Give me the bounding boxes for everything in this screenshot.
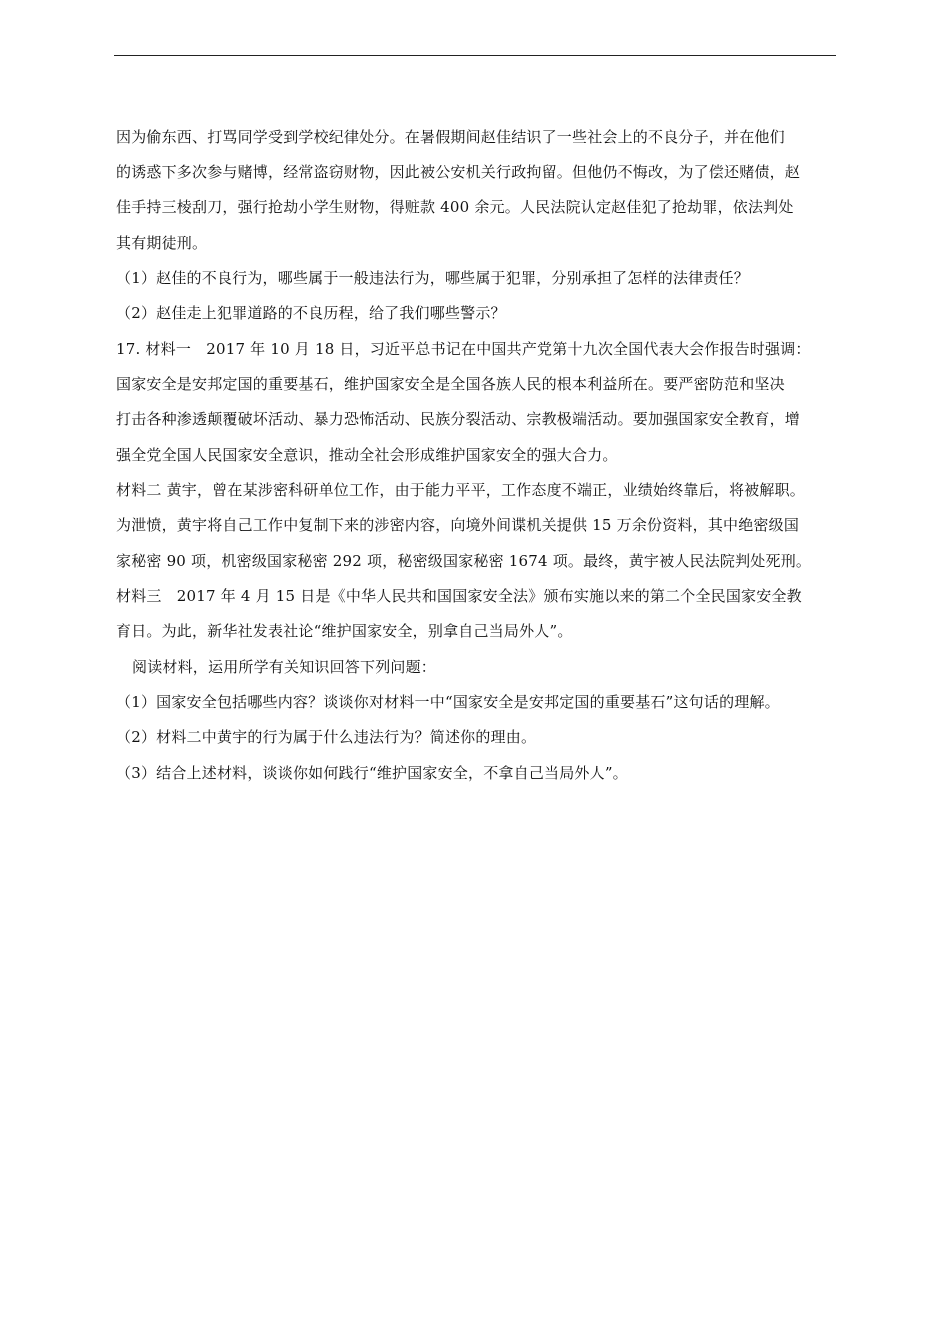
paragraph-line: 打击各种渗透颠覆破坏活动、暴力恐怖活动、民族分裂活动、宗教极端活动。要加强国家安全教育，增 <box>116 410 801 428</box>
question-item: （3）结合上述材料，谈谈你如何践行“维护国家安全，不拿自己当局外人”。 <box>116 764 628 782</box>
paragraph-line: 国家安全是安邦定国的重要基石，维护国家安全是全国各族人民的根本利益所在。要严密防范和坚决 <box>116 375 785 393</box>
paragraph-line: 家秘密 90 项，机密级国家秘密 292 项，秘密级国家秘密 1674 项。最终，黄宇被人民法院判处死刑。 <box>116 552 812 570</box>
paragraph-line: 育日。为此，新华社发表社论“维护国家安全，别拿自己当局外人”。 <box>116 622 573 640</box>
paragraph-line: 其有期徒刑。 <box>116 234 208 252</box>
question-item: （2）材料二中黄宇的行为属于什么违法行为？简述你的理由。 <box>116 728 537 746</box>
question-item: （1）赵佳的不良行为，哪些属于一般违法行为，哪些属于犯罪，分别承担了怎样的法律责任？ <box>116 269 749 287</box>
paragraph-line: 为泄愤，黄宇将自己工作中复制下来的涉密内容，向境外间谍机关提供 15 万余份资料，其中绝密级国 <box>116 516 800 534</box>
paragraph-line: 强全党全国人民国家安全意识，推动全社会形成维护国家安全的强大合力。 <box>116 446 618 464</box>
question-item: （1）国家安全包括哪些内容？谈谈你对材料一中“国家安全是安邦定国的重要基石”这句话的理解。 <box>116 693 780 711</box>
paragraph-line: 的诱惑下多次参与赌博，经常盗窃财物，因此被公安机关行政拘留。但他仍不悔改，为了偿还赌债，赵 <box>116 163 801 181</box>
question-item: （2）赵佳走上犯罪道路的不良历程，给了我们哪些警示？ <box>116 304 506 322</box>
material-three: 材料三 2017 年 4 月 15 日是《中华人民共和国国家安全法》颁布实施以来的第二个全民国家安全教 <box>116 587 802 605</box>
question-17-material-one: 17. 材料一 2017 年 10 月 18 日，习近平总书记在中国共产党第十九次全国代表大会作报告时强调： <box>116 340 811 358</box>
paragraph-line: 因为偷东西、打骂同学受到学校纪律处分。在暑假期间赵佳结识了一些社会上的不良分子，并在他们 <box>116 128 785 146</box>
header-rule <box>114 55 836 56</box>
material-two: 材料二 黄宇，曾在某涉密科研单位工作，由于能力平平，工作态度不端正，业绩始终靠后，将被解职。 <box>116 481 805 499</box>
paragraph-line: 佳手持三棱刮刀，强行抢劫小学生财物，得赃款 400 余元。人民法院认定赵佳犯了抢劫罪，依法判处 <box>116 198 794 216</box>
instruction-text: 阅读材料，运用所学有关知识回答下列问题： <box>132 658 437 676</box>
